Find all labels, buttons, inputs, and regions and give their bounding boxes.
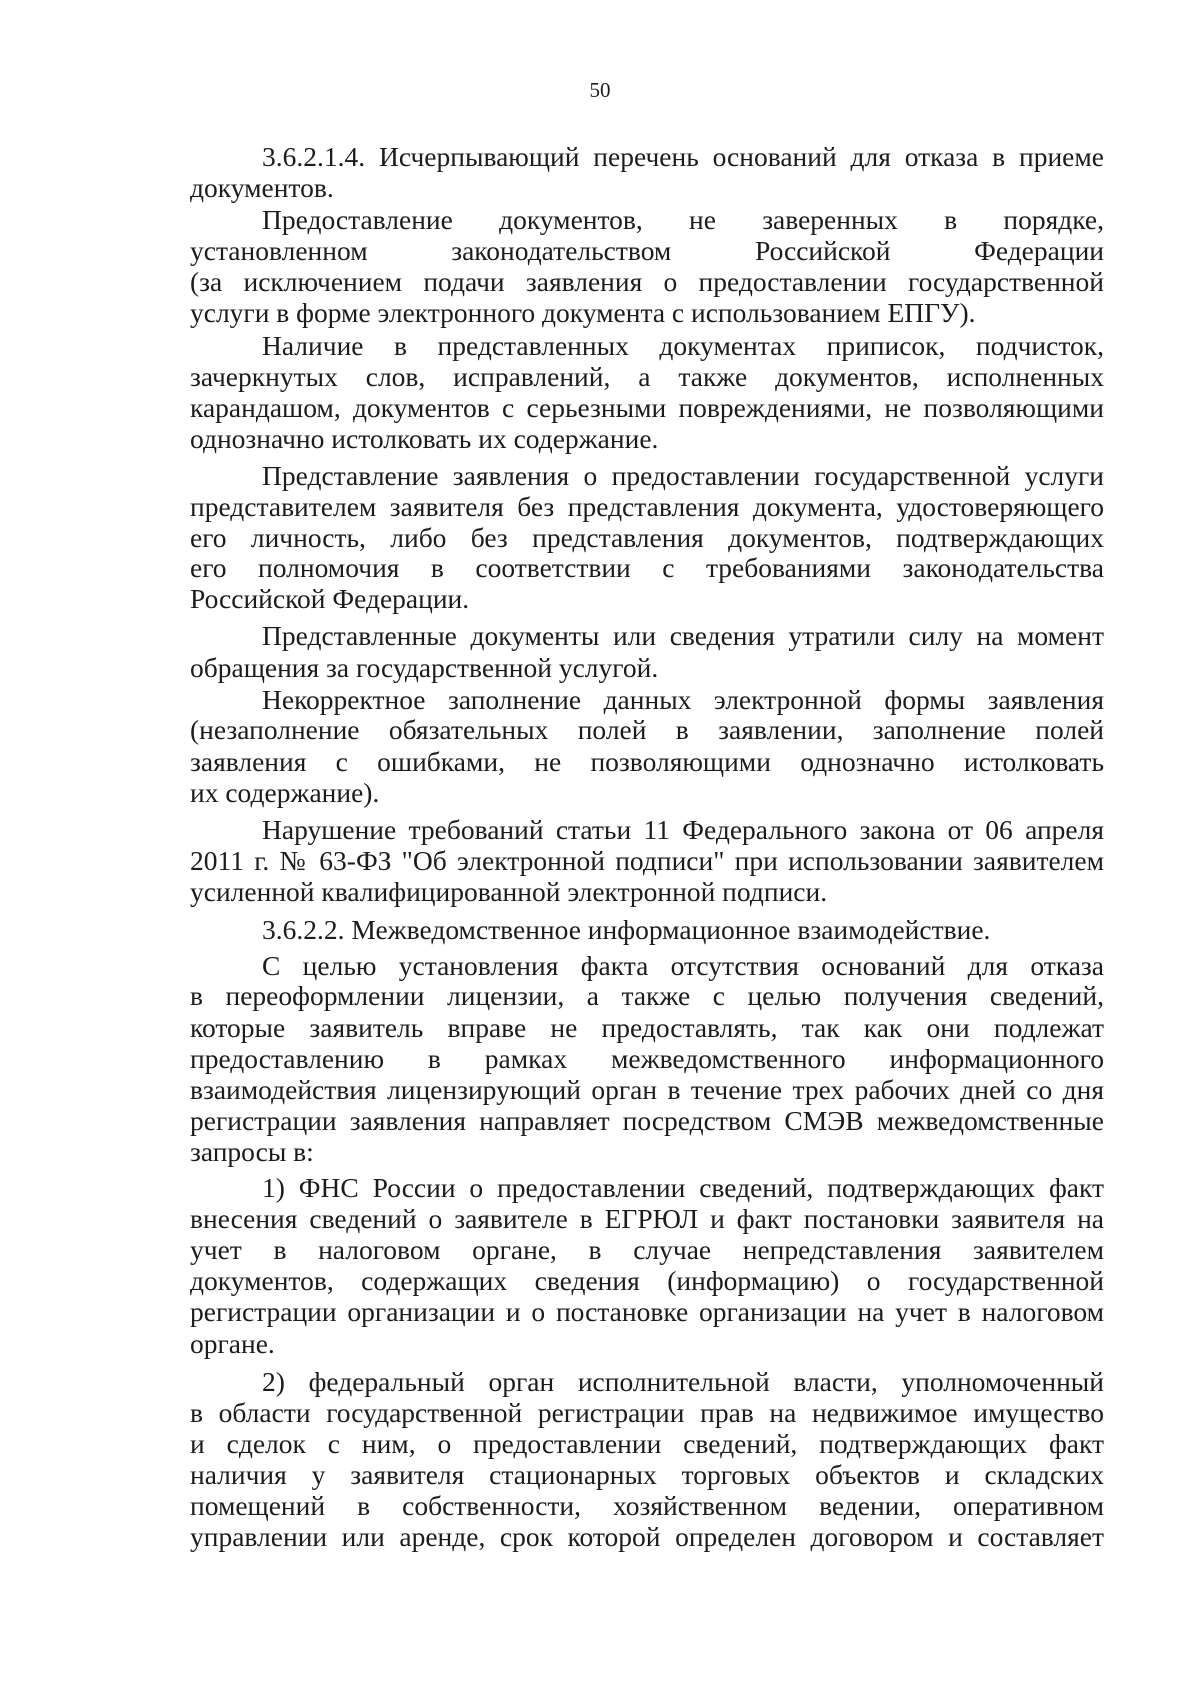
text-line: Наличие в представленных документах приписок, подчисток, (262, 330, 1104, 361)
text-line: усиленной квалифицированной электронной подписи. (190, 876, 828, 907)
text-line: регистрации организации и о постановке организации на учет в налоговом (190, 1296, 1104, 1327)
text-line: однозначно истолковать их содержание. (190, 423, 659, 454)
text-line: Представление заявления о предоставлении государственной услуги (262, 460, 1104, 491)
text-line: документов, содержащих сведения (информацию) о государственной (190, 1265, 1104, 1296)
text-line: предоставлению в рамках межведомственного информационного (190, 1043, 1104, 1074)
text-line: в области государственной регистрации прав на недвижимое имущество (190, 1397, 1104, 1428)
text-line: его личность, либо без представления документов, подтверждающих (190, 522, 1104, 553)
text-line: регистрации заявления направляет посредством СМЭВ межведомственные (190, 1105, 1104, 1136)
text-line: в переоформлении лицензии, а также с целью получения сведений, (190, 980, 1104, 1011)
text-line: Некорректное заполнение данных электронной формы заявления (262, 684, 1104, 715)
text-line: Представленные документы или сведения утратили силу на момент (262, 620, 1104, 651)
text-line: услуги в форме электронного документа с использованием ЕПГУ). (190, 297, 976, 328)
page-number: 50 (589, 78, 611, 102)
text-line: его полномочия в соответствии с требованиями законодательства (190, 552, 1104, 583)
text-line: их содержание). (190, 777, 380, 808)
text-line: органе. (190, 1328, 275, 1359)
text-line: документов. (190, 172, 334, 203)
text-line: (за исключением подачи заявления о предоставлении государственной (190, 266, 1104, 297)
text-line: 3.6.2.2. Межведомственное информационное взаимодействие. (262, 914, 991, 945)
text-line: внесения сведений о заявителе в ЕГРЮЛ и факт постановки заявителя на (190, 1203, 1104, 1234)
text-line: учет в налоговом органе, в случае непредставления заявителем (190, 1234, 1104, 1265)
text-line: наличия у заявителя стационарных торговых объектов и складских (190, 1459, 1104, 1490)
text-line: представителем заявителя без представления документа, удостоверяющего (190, 491, 1104, 522)
text-line: запросы в: (190, 1136, 314, 1167)
text-line: 3.6.2.1.4. Исчерпывающий перечень оснований для отказа в приеме (262, 141, 1104, 172)
text-line: зачеркнутых слов, исправлений, а также документов, исполненных (190, 361, 1104, 392)
text-line: Российской Федерации. (190, 583, 470, 614)
text-line: С целью установления факта отсутствия оснований для отказа (262, 950, 1104, 981)
text-line: 2011 г. № 63-ФЗ "Об электронной подписи" при использовании заявителем (190, 845, 1104, 876)
text-line: 1) ФНС России о предоставлении сведений, подтверждающих факт (262, 1172, 1104, 1203)
text-line: помещений в собственности, хозяйственном ведении, оперативном (190, 1490, 1104, 1521)
text-line: и сделок с ним, о предоставлении сведений, подтверждающих факт (190, 1428, 1104, 1459)
text-line: карандашом, документов с серьезными повреждениями, не позволяющими (190, 392, 1104, 423)
text-line: которые заявитель вправе не предоставлять, так как они подлежат (190, 1012, 1104, 1043)
text-line: Нарушение требований статьи 11 Федерального закона от 06 апреля (262, 814, 1104, 845)
text-line: заявления с ошибками, не позволяющими однозначно истолковать (190, 746, 1104, 777)
text-line: взаимодействия лицензирующий орган в течение трех рабочих дней со дня (190, 1074, 1104, 1105)
text-line: 2) федеральный орган исполнительной власти, уполномоченный (262, 1366, 1104, 1397)
text-line: управлении или аренде, срок которой определен договором и составляет (190, 1521, 1104, 1552)
text-line: обращения за государственной услугой. (190, 652, 659, 683)
text-line: установленном законодательством Российской Федерации (190, 235, 1104, 266)
text-line: (незаполнение обязательных полей в заявлении, заполнение полей (190, 714, 1104, 745)
text-line: Предоставление документов, не заверенных в порядке, (262, 204, 1104, 235)
